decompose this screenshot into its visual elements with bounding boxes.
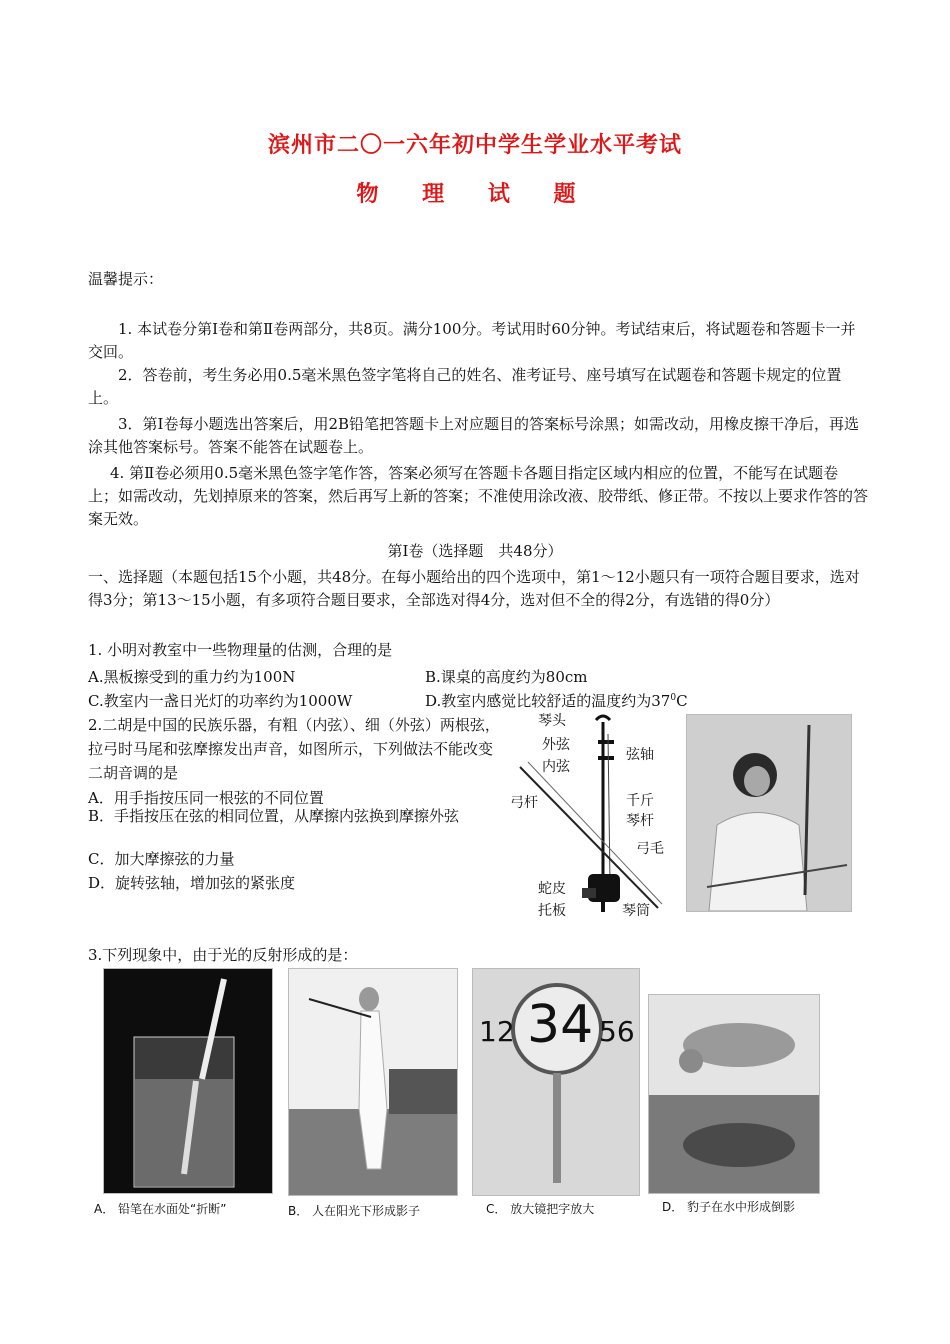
section-heading: 第Ⅰ卷（选择题 共48分） bbox=[387, 542, 563, 560]
pencil-in-water-photo bbox=[103, 968, 273, 1194]
golfer-shadow-photo bbox=[288, 968, 458, 1196]
label-qingan: 琴杆 bbox=[626, 813, 654, 829]
erhu-diagram bbox=[500, 712, 680, 924]
q1-option-d: D.教室内感觉比较舒适的温度约为$37^0C$ bbox=[425, 692, 688, 710]
q2-option-c: C．加大摩擦弦的力量 bbox=[88, 850, 235, 868]
tip-3: 3．第Ⅰ卷每小题选出答案后，用2B铅笔把答题卡上对应题目的答案标号涂黑；如需改动，用橡皮擦干净后，再选涂其他答案标号。答案不能答在试题卷上。 bbox=[88, 415, 860, 456]
magnifier-digits-center: 34 bbox=[527, 995, 594, 1055]
leopard-reflection-photo bbox=[648, 994, 820, 1194]
label-qintou: 琴头 bbox=[538, 713, 566, 729]
q1-option-d-degree: 0 bbox=[670, 693, 677, 703]
label-shepi: 蛇皮 bbox=[538, 881, 566, 897]
tip-4: 4. 第Ⅱ卷必须用0.5毫米黑色签字笔作答，答案必须写在答题卡各题目指定区域内相应的位置，不能写在试题卷上；如需改动，先划掉原来的答案，然后再写上新的答案；不准使用涂改液、胶带纸、修正带。不按以上要求作答的答案无效。 bbox=[88, 464, 869, 528]
erhu-player-photo bbox=[686, 714, 852, 912]
magnifier-digits-right: 56 bbox=[599, 1015, 635, 1048]
q1-stem: 1. 小明对教室中一些物理量的估测，合理的是 bbox=[88, 641, 393, 659]
tip-1: 1. 本试卷分第Ⅰ卷和第Ⅱ卷两部分，共8页。满分100分。考试用时60分钟。考试结束后，将试题卷和答题卡一并交回。 bbox=[88, 320, 856, 361]
magnifier-photo bbox=[472, 968, 640, 1196]
q2-option-d: D．旋转弦轴，增加弦的紧张度 bbox=[88, 874, 296, 892]
exam-title: 滨州市二〇一六年初中学生学业水平考试 bbox=[267, 133, 682, 158]
q2-stem: 2.二胡是中国的民族乐器，有粗（内弦）、细（外弦）两根弦，拉弓时马尾和弦摩擦发出声音，如图所示，下列做法不能改变二胡音调的是 bbox=[88, 716, 500, 782]
pencil-drawing bbox=[104, 969, 272, 1193]
erhu-player-drawing bbox=[687, 715, 851, 911]
label-neixian: 内弦 bbox=[542, 759, 570, 775]
tips-heading: 温馨提示： bbox=[88, 270, 164, 288]
q1-option-b: B.课桌的高度约为80cm bbox=[425, 668, 588, 686]
q3-stem: 3.下列现象中，由于光的反射形成的是： bbox=[88, 946, 358, 964]
q1-option-c: C.教室内一盏日光灯的功率约为1000W bbox=[88, 692, 353, 710]
q3-caption-c: C． 放大镜把字放大 bbox=[486, 1202, 595, 1216]
label-qintong: 琴筒 bbox=[622, 903, 650, 919]
label-gonggan: 弓杆 bbox=[510, 795, 538, 811]
q3-caption-b: B． 人在阳光下形成影子 bbox=[288, 1204, 421, 1218]
label-tuoban: 托板 bbox=[538, 903, 566, 919]
subject-title: 物 理 试 题 bbox=[356, 182, 594, 207]
label-qianjin: 千斤 bbox=[626, 793, 654, 809]
label-waixian: 外弦 bbox=[542, 737, 570, 753]
q2-option-a: A．用手指按压同一根弦的不同位置 bbox=[88, 789, 324, 807]
leopard-drawing bbox=[649, 995, 819, 1193]
golfer-drawing bbox=[289, 969, 457, 1195]
q2-option-b: B．手指按压在弦的相同位置，从摩擦内弦换到摩擦外弦 bbox=[88, 807, 460, 825]
q1-option-a: A.黑板擦受到的重力约为100N bbox=[88, 668, 296, 686]
tip-2: 2．答卷前，考生务必用0.5毫米黑色签字笔将自己的姓名、准考证号、座号填写在试题卷和答题卡规定的位置上。 bbox=[88, 366, 842, 407]
magnifier-digits-left: 12 bbox=[479, 1015, 515, 1048]
q3-caption-a: A． 铅笔在水面处“折断” bbox=[94, 1202, 227, 1216]
label-gongmao: 弓毛 bbox=[636, 841, 664, 857]
label-xianzhou: 弦轴 bbox=[626, 747, 654, 763]
q3-caption-d: D． 豹子在水中形成倒影 bbox=[662, 1200, 796, 1214]
section-intro: 一、选择题（本题包括15个小题，共48分。在每小题给出的四个选项中，第1～12小题只有一项符合题目要求，选对得3分；第13～15小题，有多项符合题目要求，全部选对得4分，选对但不全的得2分，有选错的得0分） bbox=[88, 568, 860, 609]
